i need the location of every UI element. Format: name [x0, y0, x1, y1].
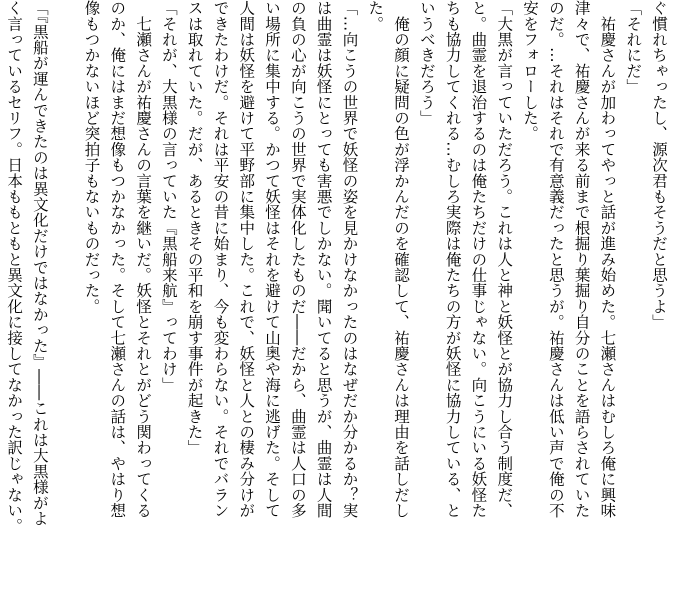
text-line: く言っているセリフ。日本ももともと異文化に接してなかった訳じゃない。	[5, 0, 24, 534]
text-line: ちも協力してくれる…むしろ実際は俺たちの方が妖怪に協力している、と	[443, 0, 462, 519]
text-line: のだ。…それはそれで有意義だったと思うが。祐慶さんは低い声で俺の不	[546, 0, 565, 519]
text-line: た。	[366, 0, 385, 32]
text-line: 像もつかないほど突拍子もないものだった。	[82, 0, 101, 314]
text-line: 「大黒が言っていただろう。これは人と神と妖怪とが協力し合う制度だ、	[495, 0, 514, 519]
text-line: 「…向こうの世界で妖怪の姿を見かけなかったのはなぜだか分かるか？実	[340, 0, 359, 519]
text-line: 安をフォローした。	[521, 0, 540, 142]
text-line: スは取れていた。だが、あるときその平和を崩す事件が起きた」	[185, 0, 204, 456]
text-line: 祐慶さんが加わってやっと話が進み始めた。七瀬さんはむしろ俺に興味	[598, 0, 617, 519]
text-line: 人間は妖怪を避けて平野部に集中した。これで、妖怪と人との棲み分けが	[237, 0, 256, 519]
text-line: は曲霊は妖怪にとっても害悪でしかない。聞いてると思うが、曲霊は人間	[314, 0, 333, 519]
text-line: の負の心が向こうの世界で実体化したものだ――だから、曲霊は人口の多	[288, 0, 307, 519]
text-line: のか、俺にはまだ想像もつかなかった。そして七瀬さんの話は、やはり想	[108, 0, 127, 519]
text-line: と。曲霊を退治するのは俺たちだけの仕事じゃない。向こうにいる妖怪た	[469, 0, 488, 519]
text-line: 「それにだ」	[624, 0, 643, 95]
text-line: できたわけだ。それは平安の昔に始まり、今も変わらない。それでバラン	[211, 0, 230, 519]
text-line: 俺の顔に疑問の色が浮かんだのを確認して、祐慶さんは理由を話しだし	[392, 0, 411, 519]
text-line: 津々で、祐慶さんが来る前まで根掘り葉掘り自分のことを語らされていた	[572, 0, 591, 519]
text-line: 「『黒船が運んできたのは異文化だけではなかった』――これは大黒様がよ	[30, 0, 49, 527]
text-line: 七瀬さんが祐慶さんの言葉を継いだ。妖怪とそれとがどう関わってくる	[134, 0, 153, 519]
text-line: いうべきだろう」	[417, 0, 436, 126]
text-line: ぐ慣れちゃったし、源次君もそうだと思うよ」	[650, 0, 668, 330]
text-line: 「それが、大黒様の言っていた『黒船来航』ってわけ」	[159, 0, 178, 393]
text-line: い場所に集中する。かつて妖怪はそれを避けて山奥や海に逃げた。そして	[263, 0, 282, 519]
text-line	[52, 0, 78, 590]
